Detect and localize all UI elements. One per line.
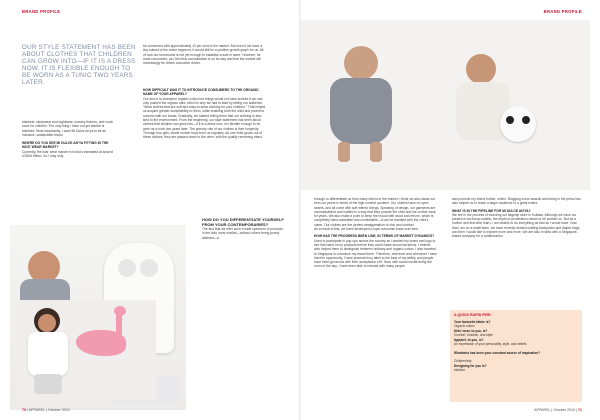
right-colA-paragraph-2: As a result of this, we have developed a loyal consumer base over time.	[314, 227, 419, 232]
page-number-right: 71	[578, 408, 582, 412]
footer-mag-left: APPAREL	[28, 408, 45, 412]
left-col2-top-text: be concerned with approximately 10 per cent of the market. But even if we have a tiny subset of the entire segment, it would still be a positive growth graph for us. All of how our turnaround is not yet enough to establish a sale in store. However, for most consumers, as I feel that consolidation is on its way and that the market will increasingly be driven consumer driven.	[143, 44, 264, 66]
left-col2-answer: Our aim is to champion organic cotton but things would not have worked if we had only pushed the organic card, which is why we had to start by telling our audience, "Wear clothes that are soft and easy-to-wear clothing for your children." That helped us acquire greater acceptability to them, while enabling both the child and parent to connect with our brand. Gradually, we started telling them that our clothing is also kind to the environment. From the beginning, our style statement has been about clothes that children can grow into—if it is a dress now, it is flexible enough to be worn as a tunic two years later. The primary role of our clothes is their longevity. Through four girls, whole mother buys from us regularly. As one child grows out of these clothes, they are passed down to the other, with the quality remaining intact.	[143, 96, 266, 140]
girl-with-toy-photo	[16, 300, 156, 400]
baby-leg-shape	[370, 142, 382, 162]
quick-fire-title: A QUICK RAPID FIRE:	[454, 313, 492, 317]
left-col2-body	[143, 88, 266, 168]
quick-fire-question: Designing for you is?	[454, 364, 487, 368]
right-colA-answer: Used to participate in pop-ups across the country as I wanted my brand and logo to see first-hand of my products before they could make sound decisions. I believe, also helped them to distinguish between ordinary and organic cotton. I also traveled to Singapore to introduce my brand there. Therefore, wherever and whenever I have had the opportunity, I have promoted my label to the best of my ability, and people have been generous with their acceptance of it. Now, with social media being the norm of the day, I have been able to interact with many people	[314, 238, 437, 269]
quick-fire-answer: An expression of your personality, style, and beliefs	[454, 342, 527, 346]
panda-eye-shape	[506, 116, 514, 124]
right-colB-answer: We are in the process of rounding out flagship store in Kolkata. Although we have our presence via lineup outlets, the depth of penetration needs to be worked on. But as a mother and first-time learn, I am unable to do everything as fast as I would have. Now that I am on a small team, we have recently started crafting backpacks and diaper bags and then I would like to explore more and more. We are also in talks with a Singapore-based company for a collaboration.	[452, 212, 580, 239]
right-colA-question: HOW HAS THE PROGRESS BEEN LINE, IN TERMS OF MARKET DYNAMICS?	[314, 234, 435, 239]
baby-head-shape	[344, 46, 378, 80]
panda-eye-shape	[522, 116, 530, 124]
quick-fire-question: Apparel, to you, is?	[454, 338, 484, 342]
baby-head-shape	[466, 54, 496, 84]
towel-ear-shape	[118, 259, 136, 277]
flamingo-head-shape	[114, 306, 126, 316]
right-colA-text	[314, 197, 437, 397]
right-colB-paragraph: and promote my brand further, online. Blogging a few awards and being in the press has also helped us to reach a larger audience to a great extent.	[452, 197, 581, 206]
right-colB-text	[452, 197, 582, 305]
grey-dress-shape	[330, 78, 392, 144]
footer-right: APPAREL | October 2019 | 71	[534, 408, 582, 412]
left-col2-q2-block	[202, 218, 286, 268]
page-number-left: 70	[22, 408, 26, 412]
panda-bag-shape	[500, 106, 536, 142]
quick-fire-answer: Intuitive	[454, 368, 465, 372]
left-col2-answer-2: The fact that we offer such a wide spectrum of products in the kids' wear market—without others being purely abstract—a	[202, 227, 283, 240]
quick-fire-question: Your favourite fabric is?	[454, 320, 491, 324]
footer-mag-right: APPAREL	[534, 408, 551, 412]
pull-quote: OUR STYLE STATEMENT HAS BEEN ABOUT CLOTHES THAT CHILDREN CAN GROW INTO—IF IT IS A DRESS NOW, IT IS FLEXIBLE ENOUGH TO BE WORN AS A TUNIC TWO YEARS LATER.	[22, 44, 136, 86]
footer-left: 70 | APPAREL | October 2019	[22, 408, 70, 412]
footer-date-left: October 2019	[47, 408, 70, 412]
left-col2-question-2: HOW DO YOU DIFFERENTIATE YOURSELF FROM YOUR CONTEMPORARIES?	[202, 218, 284, 227]
footer-date-right: October 2019	[553, 408, 576, 412]
left-col1-paragraph: blankets, sleepwear and nightwear, nursery fixtures, and much more for children. The only thing I have not yet started is toiletries. Most importantly, I want Mi Dulce An'ya to be an inclusive, sustainable brand.	[22, 120, 114, 137]
quick-fire-question: Kids' wear, to you, is?	[454, 329, 488, 333]
towel-ear-shape	[140, 259, 158, 277]
left-col1-question: WHERE DO YOU SEE MI DULCE AN'YA FITTING IN THE KIDS' WEAR MARKET?	[22, 141, 109, 150]
section-label-left: BRAND PROFILE	[22, 9, 61, 14]
right-colA-paragraph: enough to differentiate us from many others in the market. I think we also stand out from our peers in terms of the high comfort quotient. Our clothes have no open seams, and all come with soft interior linings. Speaking of design, our garments are conceptualised and crafted in a way that they provide the child and his mother ease for years. We also make a point to keep the mould with wood and reform, which is completely hand-washable and comfortable—it can be handled with the child's name. Our clothes are the perfect amalgamation of chic and comfort.	[314, 197, 436, 227]
girl-top-shape	[28, 332, 68, 376]
right-page	[300, 0, 600, 420]
baby-leg-shape	[338, 142, 350, 162]
quick-fire-question: What/who has been your constant source of inspiration?	[454, 351, 541, 355]
left-col1-answer: Currently, the kids' wear market in India is estimated at around US$16 billion. So I may only	[22, 149, 113, 159]
girl-shorts-shape	[34, 374, 62, 394]
quick-fire-answer: Organic cotton	[454, 324, 475, 328]
right-colB-question: WHAT IS IN THE PIPELINE FOR MI DULCE AN'YA?	[452, 208, 531, 213]
quick-fire-answer: Children/city	[454, 359, 472, 363]
baby-grey-dress-photo	[300, 20, 590, 190]
left-col2-question: HOW DIFFICULT WAS IT TO INTRODUCE CONSUMERS TO THE ORGANIC NAME OF YOUR APPAREL?	[143, 88, 259, 97]
quick-fire-answer: Comfort, function, and style	[454, 333, 493, 337]
section-label-right: BRAND PROFILE	[543, 9, 582, 14]
girl-face-shape	[38, 314, 56, 332]
left-col1-text	[22, 120, 118, 220]
quick-fire-box	[450, 310, 582, 402]
